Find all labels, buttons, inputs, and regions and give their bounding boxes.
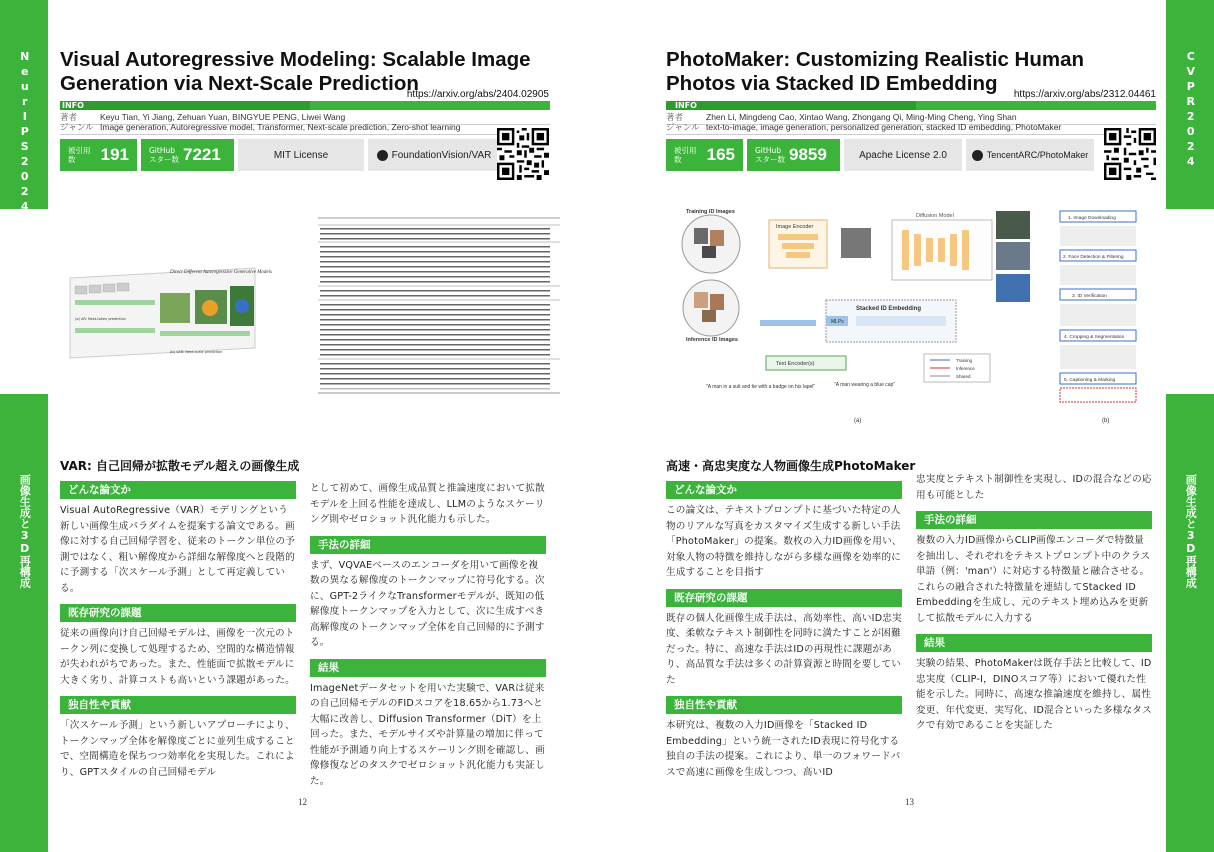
license-badge: Apache License 2.0 <box>844 139 962 171</box>
fig-step3: 3. ID Verification <box>1072 294 1107 299</box>
text-overview: Visual AutoRegressive（VAR）モデリングという新しい画像生成パラダイムを提案する論文である。画像に対する自己回帰学習を、従来のトークン単位の予測ではなく、粗い解像度から詳細な解像度へと段階的に予測する「次スケール予測」として再定義している。 <box>60 505 296 594</box>
fig-legend-shared: Shared <box>956 374 971 379</box>
fig-text-encoder: Text Encoder(s) <box>776 361 815 367</box>
genre: text-to-image, image generation, personalized generation, stacked ID embedding, PhotoMaker <box>706 122 1062 132</box>
heading-overview: どんな論文か <box>60 481 296 499</box>
venue-text: NeurIPS2024 <box>18 50 32 215</box>
stars-count: 7221 <box>183 145 221 164</box>
authors-key: 著者 <box>666 112 684 122</box>
fig-label-a: (a) <box>854 418 862 424</box>
fig-training-label: Training ID Images <box>686 209 735 215</box>
fig-diffusion: Diffusion Model <box>916 213 954 219</box>
right-side-tab-category <box>1166 394 1214 852</box>
heading-overview: どんな論文か <box>666 481 902 499</box>
heading-prior-work: 既存研究の課題 <box>60 604 296 622</box>
fig-caption-b: (a) AR: Next-token prediction <box>75 317 126 321</box>
paper-url[interactable]: https://arxiv.org/abs/2404.02905 <box>406 89 549 100</box>
heading-results: 結果 <box>916 634 1152 652</box>
fig-left-table <box>318 218 560 393</box>
repo-badge[interactable] <box>966 139 1094 171</box>
fig-caption-c: (b) VAR: Next-scale prediction <box>170 350 223 354</box>
column-2 <box>916 472 1152 742</box>
heading-results: 結果 <box>310 659 546 677</box>
left-side-tab-venue <box>0 0 48 215</box>
genre: Image generation, Autoregressive model, Transformer, Next-scale prediction, Zero-shot learning <box>100 122 461 132</box>
qr-code[interactable] <box>497 128 549 180</box>
repo-name: FoundationVision/VAR <box>391 149 492 161</box>
info-bar <box>666 101 1156 110</box>
stars-badge <box>141 139 234 171</box>
fig-step1: 1. Image Downloading <box>1068 216 1116 221</box>
column-1 <box>60 481 296 788</box>
left-side-tab-category <box>0 394 48 852</box>
authors-key: 著者 <box>60 112 78 122</box>
stars-count: 9859 <box>789 145 827 164</box>
fig-left-diagram <box>70 268 272 358</box>
left-page <box>48 0 607 852</box>
fig-label-b: (b) <box>1102 418 1110 424</box>
text-results: 実験の結果、PhotoMakerは既存手法と比較して、ID忠実度（CLIP-I，DINOスコア等）において優れた性能を示した。同時に、高速な推論速度を維持し、属性変更、年代変更、実写化、ID混合といった多様なタスクで有効であることを実証した <box>916 658 1152 731</box>
text-method: まず、VQVAEベースのエンコーダを用いて画像を複数の異なる解像度のトークンマップに符号化する。次に、GPT-2ライクなTransformerモデルが、既知の低解像度トークンマップを入力として、次に生成すべき高解像度のトークンマップ全体を自己回帰的に予測する。 <box>310 559 545 648</box>
text-results: ImageNetデータセットを用いた実験で、VARは従来の自己回帰モデルのFIDスコアを18.65から1.73へと大幅に改善し、Diffusion Transformer（DiT）を上回った。また、モデルサイズや計算量の増加に伴って性能が予測通り向上するスケーリング則を確認し、画像修復などのタスクでゼロショット汎化能力も実証した。 <box>310 682 545 787</box>
genre-key: ジャンル <box>666 122 700 132</box>
text-overview: この論文は、テキストプロンプトに基づいた特定の人物のリアルな写真をカスタマイズ生成する新しい手法「PhotoMaker」の提案。数枚の入力ID画像を用い、対象人物の特徴を維持しながら多様な画像を効率的に生成することを目指す <box>666 505 902 578</box>
fig-step5: 5. Captioning & Marking <box>1064 378 1116 383</box>
paper-url[interactable]: https://arxiv.org/abs/2312.04461 <box>1013 89 1156 100</box>
fig-prompt1: "A man in a suit and tie with a badge on his lapel" <box>706 384 816 390</box>
citations-label: 被引用数 <box>68 146 91 164</box>
text-contribution-cont: 忠実度とテキスト制御性を実現し、IDの混合などの応用も可能とした <box>916 474 1152 501</box>
category-text: 画像生成と3D再構成 <box>18 474 32 588</box>
citations-badge <box>60 139 137 171</box>
heading-contribution: 独自性や貢献 <box>666 696 902 714</box>
stars-badge <box>747 139 840 171</box>
right-side-tab-venue <box>1166 0 1214 209</box>
fig-mlps: MLPs <box>831 319 844 325</box>
genre-key: ジャンル <box>60 122 94 132</box>
text-method: 複数の入力ID画像からCLIP画像エンコーダで特徴量を抽出し、それぞれをテキストプロンプト中のクラス単語（例：'man'）に対応する特徴量と融合させる。これらの融合された特徴量を連結してStacked ID Embeddingを生成し、元のテキスト埋め込みを更新して拡散モデルに入力する <box>916 535 1151 624</box>
section-title: 高速・高忠実度な人物画像生成PhotoMaker <box>666 459 916 473</box>
stars-label: GitHub スター数 <box>149 146 179 164</box>
figure-var <box>60 208 570 430</box>
info-label: INFO <box>62 101 84 110</box>
qr-code[interactable] <box>1104 128 1156 180</box>
fig-pipeline <box>1060 211 1136 402</box>
fig-legend-inference: Inference <box>956 366 975 371</box>
fig-step4: 4. Cropping & Segmentation <box>1064 335 1125 340</box>
column-2 <box>310 481 546 797</box>
genre-row <box>60 121 550 135</box>
fig-step2: 2. Face Detection & Filtering <box>1063 255 1124 260</box>
repo-badge[interactable] <box>368 139 500 171</box>
fig-stacked: Stacked ID Embedding <box>856 306 922 312</box>
citations-count: 165 <box>706 145 735 164</box>
github-icon <box>972 150 983 161</box>
citations-label: 被引用数 <box>674 146 697 164</box>
text-contribution-cont: として初めて、画像生成品質と推論速度において拡散モデルを上回る性能を達成し、LLMのようなスケーリング則やゼロショット汎化能力も示した。 <box>310 483 545 525</box>
info-label: INFO <box>675 101 697 110</box>
fig-legend-training: Training <box>956 358 973 363</box>
heading-contribution: 独自性や貢献 <box>60 696 296 714</box>
text-contribution: 本研究は、複数の入力ID画像を「Stacked ID Embedding」という統一されたID表現に符号化する独自の手法の提案。これにより、単一のフォワードパスで高速に画像を生成しつつ、高いID <box>666 720 901 778</box>
text-prior-work: 従来の画像向け自己回帰モデルは、画像を一次元のトークン列に変換して処理するため、空間的な構造情報が失われがちであった。また、性能面で拡散モデルに大きく劣り、計算コストも高いという課題があった。 <box>60 628 295 686</box>
github-icon <box>377 150 388 161</box>
authors: Zhen Li, Mingdeng Cao, Xintao Wang, Zhongang Qi, Ming-Ming Cheng, Ying Shan <box>706 112 1017 122</box>
genre-row <box>666 121 1156 135</box>
paper-title: Visual Autoregressive Modeling: Scalable Image Generation via Next-Scale Prediction <box>60 48 531 95</box>
page-number: 13 <box>905 797 914 807</box>
heading-method: 手法の詳細 <box>310 536 546 554</box>
section-title: VAR: 自己回帰が拡散モデル超えの画像生成 <box>60 459 300 473</box>
category-text: 画像生成と3D再構成 <box>1184 474 1198 588</box>
authors: Keyu Tian, Yi Jiang, Zehuan Yuan, BINGYUE PENG, Liwei Wang <box>100 112 346 122</box>
text-prior-work: 既存の個人化画像生成手法は、高効率性、高いID忠実度、柔軟なテキスト制御性を同時に満たすことが困難だった。特に、高速な手法はIDの再現性に課題があり、高品質な手法は多くの計算資源と時間を要していた <box>666 612 902 686</box>
figure-photomaker <box>666 208 1156 430</box>
info-bar <box>60 101 550 110</box>
repo-name: TencentARC/PhotoMaker <box>986 150 1089 160</box>
license-badge: MIT License <box>238 139 364 171</box>
stats-row <box>666 139 1094 171</box>
stars-label: GitHub スター数 <box>755 146 785 164</box>
right-page <box>607 0 1166 852</box>
heading-prior-work: 既存研究の課題 <box>666 589 902 607</box>
fig-inference-label: Inference ID Images <box>686 337 738 343</box>
heading-method: 手法の詳細 <box>916 511 1152 529</box>
venue-text: CVPR2024 <box>1184 50 1198 170</box>
citations-count: 191 <box>100 145 129 164</box>
page-number: 12 <box>298 797 307 807</box>
fig-caption-a: Direct Different Autoregressive Generative Models <box>170 270 272 275</box>
fig-prompt2: "A man wearing a blue cap" <box>834 382 896 388</box>
column-1 <box>666 481 902 788</box>
citations-badge <box>666 139 743 171</box>
fig-image-encoder: Image Encoder <box>776 224 814 230</box>
paper-title: PhotoMaker: Customizing Realistic Human Photos via Stacked ID Embedding <box>666 48 1085 95</box>
stats-row <box>60 139 500 171</box>
text-contribution: 「次スケール予測」という新しいアプローチにより、トークンマップ全体を解像度ごとに並列生成することで、空間構造を保ちつつ効率化を実現した。これにより、GPTスタイルの自己回帰モデル <box>60 720 295 778</box>
